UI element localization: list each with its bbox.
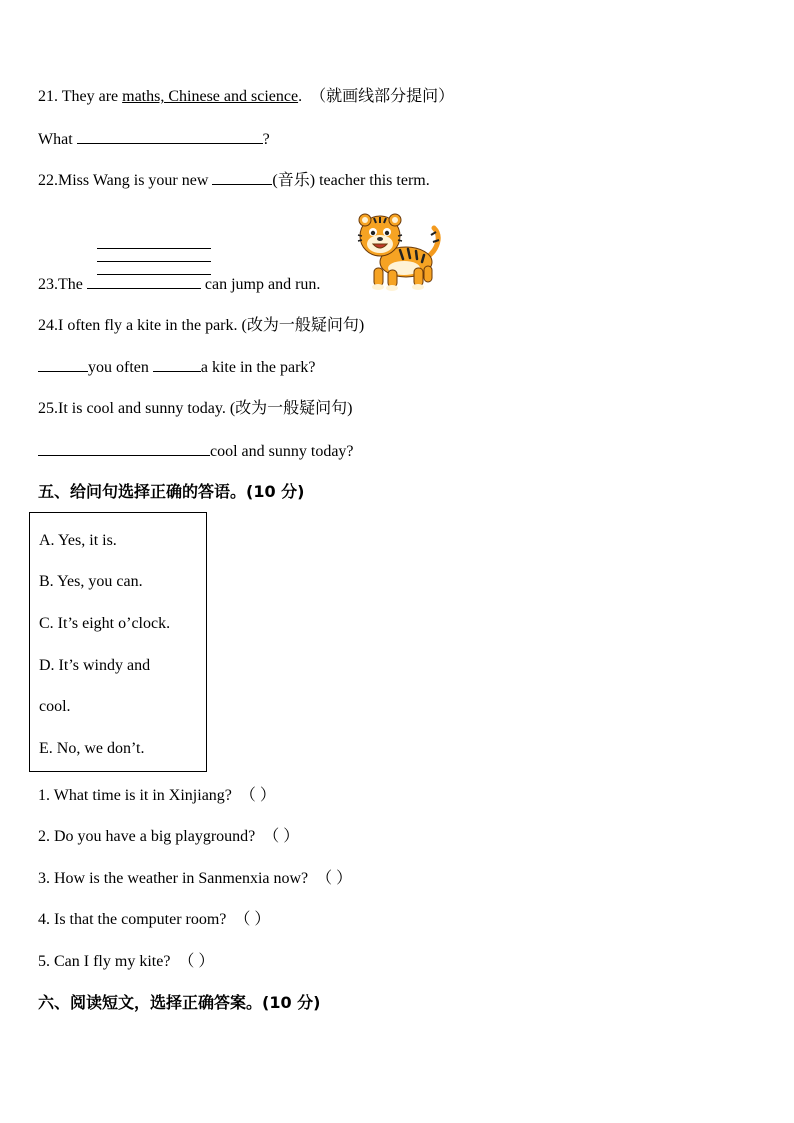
- s5-question-4-text: 4. Is that the computer room?: [38, 911, 227, 928]
- option-a: A. Yes, it is.: [39, 532, 117, 549]
- q25-blank[interactable]: [38, 441, 210, 456]
- q25-answer-end: cool and sunny today?: [210, 443, 354, 460]
- s5-question-2: [38, 827, 299, 847]
- tiger-icon: [356, 210, 446, 292]
- s5-question-5: [38, 952, 214, 972]
- s5-question-3-answer-parens[interactable]: （ ）: [316, 870, 353, 887]
- q24-line: [38, 316, 364, 336]
- option-d: D. It’s windy and: [39, 657, 151, 674]
- q23-writing-line-2: [97, 261, 211, 262]
- q25-line: [38, 399, 353, 419]
- q23-blank[interactable]: [87, 274, 201, 289]
- s5-question-5-text: 5. Can I fly my kite?: [38, 953, 171, 970]
- q24-answer-end: a kite in the park?: [200, 359, 316, 376]
- q21-answer-blank[interactable]: [77, 129, 263, 144]
- q22-text-pre: 22.Miss Wang is your new: [38, 172, 213, 189]
- q21-answer-line: [38, 129, 270, 150]
- q22-hint: (音乐): [272, 172, 316, 189]
- q23-line: [38, 274, 320, 295]
- q21-answer-end: ?: [262, 131, 270, 148]
- q24-blank-2[interactable]: [153, 357, 201, 372]
- q24-answer-mid: you often: [88, 359, 153, 376]
- s5-question-2-answer-parens[interactable]: （ ）: [263, 828, 300, 845]
- option-c: C. It’s eight o’clock.: [39, 615, 171, 632]
- q21-answer-start: What: [38, 131, 77, 148]
- s5-question-2-text: 2. Do you have a big playground?: [38, 828, 256, 845]
- option-b: B. Yes, you can.: [39, 573, 143, 590]
- q21-text-pre: . They are: [54, 88, 123, 105]
- q21-underlined-phrase: maths, Chinese and science: [122, 88, 299, 105]
- q21-line: [38, 87, 454, 107]
- answer-options-box: [29, 512, 207, 772]
- q22-blank[interactable]: [212, 170, 272, 185]
- q23-text-post: can jump and run.: [200, 276, 321, 293]
- s5-question-1-text: 1. What time is it in Xinjiang?: [38, 787, 232, 804]
- q25-answer-line: [38, 441, 354, 462]
- section5-heading: 五、给问句选择正确的答语。(10 分): [38, 482, 305, 501]
- q23-writing-line-1: [97, 248, 211, 249]
- s5-question-5-answer-parens[interactable]: （ ）: [178, 953, 215, 970]
- s5-question-4: [38, 910, 270, 930]
- s5-question-1: [38, 786, 276, 806]
- q23-text-pre: 23.The: [38, 276, 87, 293]
- q21-text-post: .: [298, 88, 303, 105]
- s5-question-3: [38, 869, 352, 889]
- s5-question-1-answer-parens[interactable]: （ ）: [239, 787, 276, 804]
- option-e: E. No, we don’t.: [39, 740, 145, 757]
- q21-instruction: （就画线部分提问）: [310, 88, 455, 105]
- section6-heading: 六、阅读短文，选择正确答案。(10 分): [38, 993, 321, 1012]
- option-d-continued: cool.: [39, 698, 71, 715]
- s5-question-4-answer-parens[interactable]: （ ）: [234, 911, 271, 928]
- q24-answer-line: [38, 357, 316, 378]
- q24-blank-1[interactable]: [38, 357, 88, 372]
- q24-question: 24.I often fly a kite in the park. (改为一般疑问句): [38, 317, 365, 334]
- s5-question-3-text: 3. How is the weather in Sanmenxia now?: [38, 870, 309, 887]
- q22-text-post: teacher this term.: [315, 172, 430, 189]
- q22-line: [38, 170, 430, 191]
- q21-number: 21: [38, 88, 54, 105]
- q25-question: 25.It is cool and sunny today. (改为一般疑问句): [38, 400, 353, 417]
